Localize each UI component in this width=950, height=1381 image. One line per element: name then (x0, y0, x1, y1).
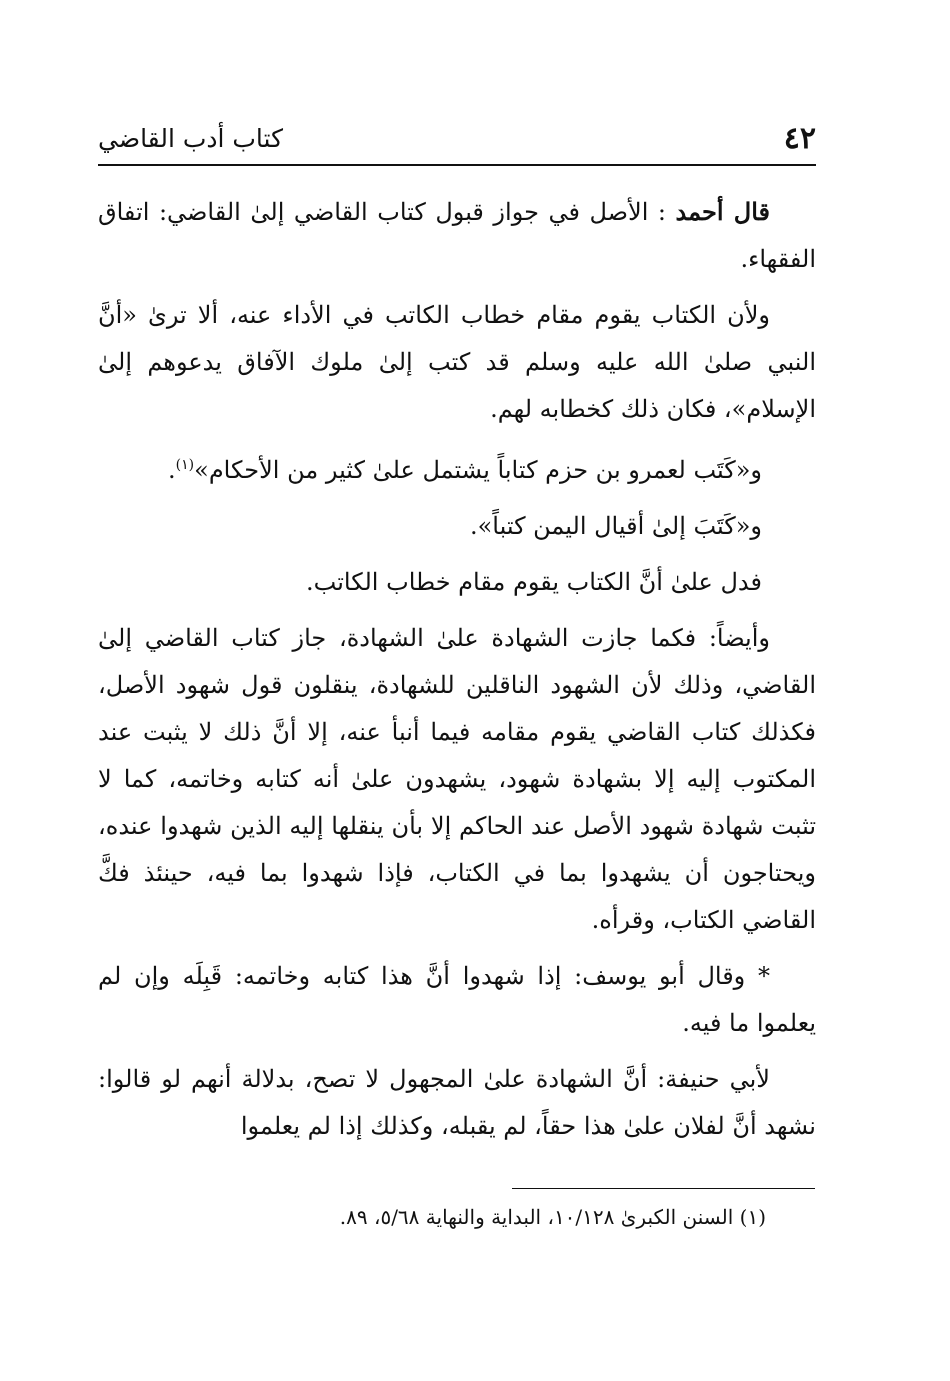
page-header (98, 118, 816, 158)
paragraph-1-text: : الأصل في جواز قبول كتاب القاضي إلىٰ القاضي: اتفاق الفقهاء. (98, 198, 816, 273)
footnote-divider (512, 1188, 815, 1189)
paragraph-8: لأبي حنيفة: أنَّ الشهادة علىٰ المجهول لا تصح، بدلالة أنهم لو قالوا: نشهد أنَّ لفلان علىٰ هذا حقاً، لم يقبله، وكذلك إذا لم يعلموا (98, 1065, 816, 1140)
header-divider (98, 164, 816, 166)
footnote-marker: (١) (175, 457, 195, 473)
paragraph-3-end: . (168, 456, 176, 484)
running-title: كتاب أدب القاضي (98, 123, 283, 153)
paragraph-7: * وقال أبو يوسف: إذا شهدوا أنَّ هذا كتابه وخاتمه: قَبِلَه وإن لم يعلموا ما فيه. (98, 962, 816, 1037)
footnote-1: (١) السنن الكبرىٰ ١٠/١٢٨، البداية والنهاية ٥/٦٨، ٨٩. (339, 1205, 766, 1229)
main-text (98, 188, 816, 1159)
paragraph-4: و«كَتَبَ إلىٰ أقيال اليمن كتباً». (469, 512, 762, 540)
paragraph-2: ولأن الكتاب يقوم مقام خطاب الكاتب في الأداء عنه، ألا ترىٰ «أنَّ النبي صلىٰ الله عليه وسلم قد كتب إلىٰ ملوك الآفاق يدعوهم إلىٰ الإسلام»، فكان ذلك كخطابه لهم. (98, 301, 816, 423)
paragraph-5: فدل علىٰ أنَّ الكتاب يقوم مقام خطاب الكاتب. (306, 568, 762, 596)
page-number: ٤٢ (783, 120, 816, 156)
paragraph-6: وأيضاً: فكما جازت الشهادة علىٰ الشهادة، جاز كتاب القاضي إلىٰ القاضي، وذلك لأن الشهود الناقلين للشهادة، ينقلون قول شهود الأصل، فكذلك كتاب القاضي يقوم مقامه فيما أنبأ عنه، إلا أنَّ ذلك لا يثبت عند المكتوب إليه إلا بشهادة شهود، يشهدون علىٰ أنه كتابه وخاتمه، كما لا تثبت شهادة شهود الأصل عند الحاكم إلا بأن ينقلها إليه الذين شهدوا عنده، ويحتاجون أن يشهدوا بما في الكتاب، فإذا شهدوا بما فيه، حينئذ فكَّ القاضي الكتاب، وقرأه. (98, 624, 816, 934)
paragraph-1 (98, 188, 816, 283)
footnote-area (98, 1202, 816, 1232)
paragraph-3 (98, 442, 816, 494)
speaker-label: قال أحمد (675, 197, 770, 226)
paragraph-3-text: و«كَتَب لعمرو بن حزم كتاباً يشتمل علىٰ كثير من الأحكام» (194, 456, 762, 484)
